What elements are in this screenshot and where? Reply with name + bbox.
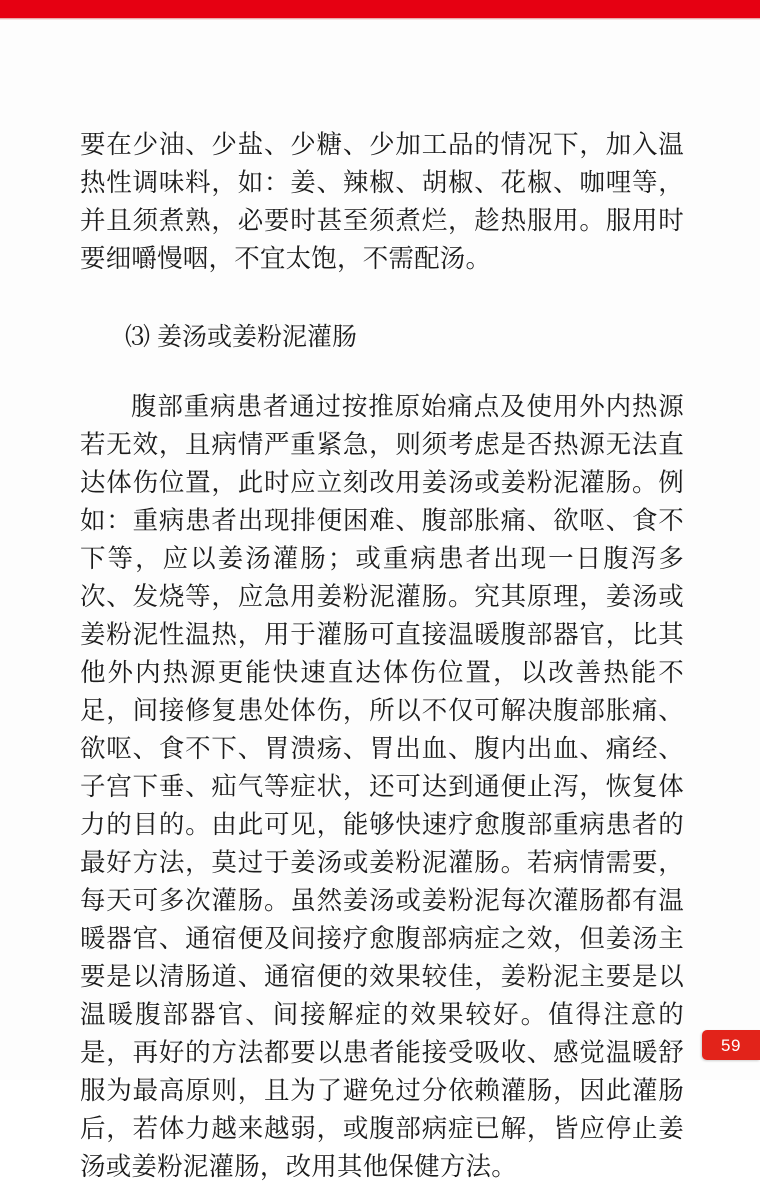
- page-number-label: 59: [721, 1035, 741, 1055]
- heading-top-spacer: [80, 278, 684, 318]
- body-paragraph: 腹部重病患者通过按推原始痛点及使用外内热源若无效，且病情严重紧急，则须考虑是否热源无法直达体伤位置，此时应立刻改用姜汤或姜粉泥灌肠。例如：重病患者出现排便困难、腹部胀痛、欲呕、食不下等，应以姜汤灌肠；或重病患者出现一日腹泻多次、发烧等，应急用姜粉泥灌肠。究其原理，姜汤或姜粉泥性温热，用于灌肠可直接温暖腹部器官，比其他外内热源更能快速直达体伤位置，以改善热能不足，间接修复患处体伤，所以不仅可解决腹部胀痛、欲呕、食不下、胃溃疡、胃出血、腹内出血、痛经、子宫下垂、疝气等症状，还可达到通便止泻，恢复体力的目的。由此可见，能够快速疗愈腹部重病患者的最好方法，莫过于姜汤或姜粉泥灌肠。若病情需要，每天可多次灌肠。虽然姜汤或姜粉泥每次灌肠都有温暖器官、通宿便及间接疗愈腹部病症之效，但姜汤主要是以清肠道、通宿便的效果较佳，姜粉泥主要是以温暖腹部器官、间接解症的效果较好。值得注意的是，再好的方法都要以患者能接受吸收、感觉温暖舒服为最高原则，且为了避免过分依赖灌肠，因此灌肠后，若体力越来越弱，或腹部病症已解，皆应停止姜汤或姜粉泥灌肠，改用其他保健方法。: [80, 393, 684, 1181]
- top-red-rule-shadow: [0, 18, 760, 20]
- heading-bottom-spacer: [80, 356, 684, 388]
- intro-paragraph: 要在少油、少盐、少糖、少加工品的情况下，加入温热性调味料，如：姜、辣椒、胡椒、花椒、咖哩等，并且须煮熟，必要时甚至须煮烂，趁热服用。服用时要细嚼慢咽，不宜太饱，不需配汤。: [80, 131, 684, 273]
- top-red-rule: [0, 0, 760, 18]
- page-content: [80, 126, 684, 1186]
- page-number-badge: [702, 1030, 760, 1060]
- section-heading: ⑶ 姜汤或姜粉泥灌肠: [125, 323, 357, 351]
